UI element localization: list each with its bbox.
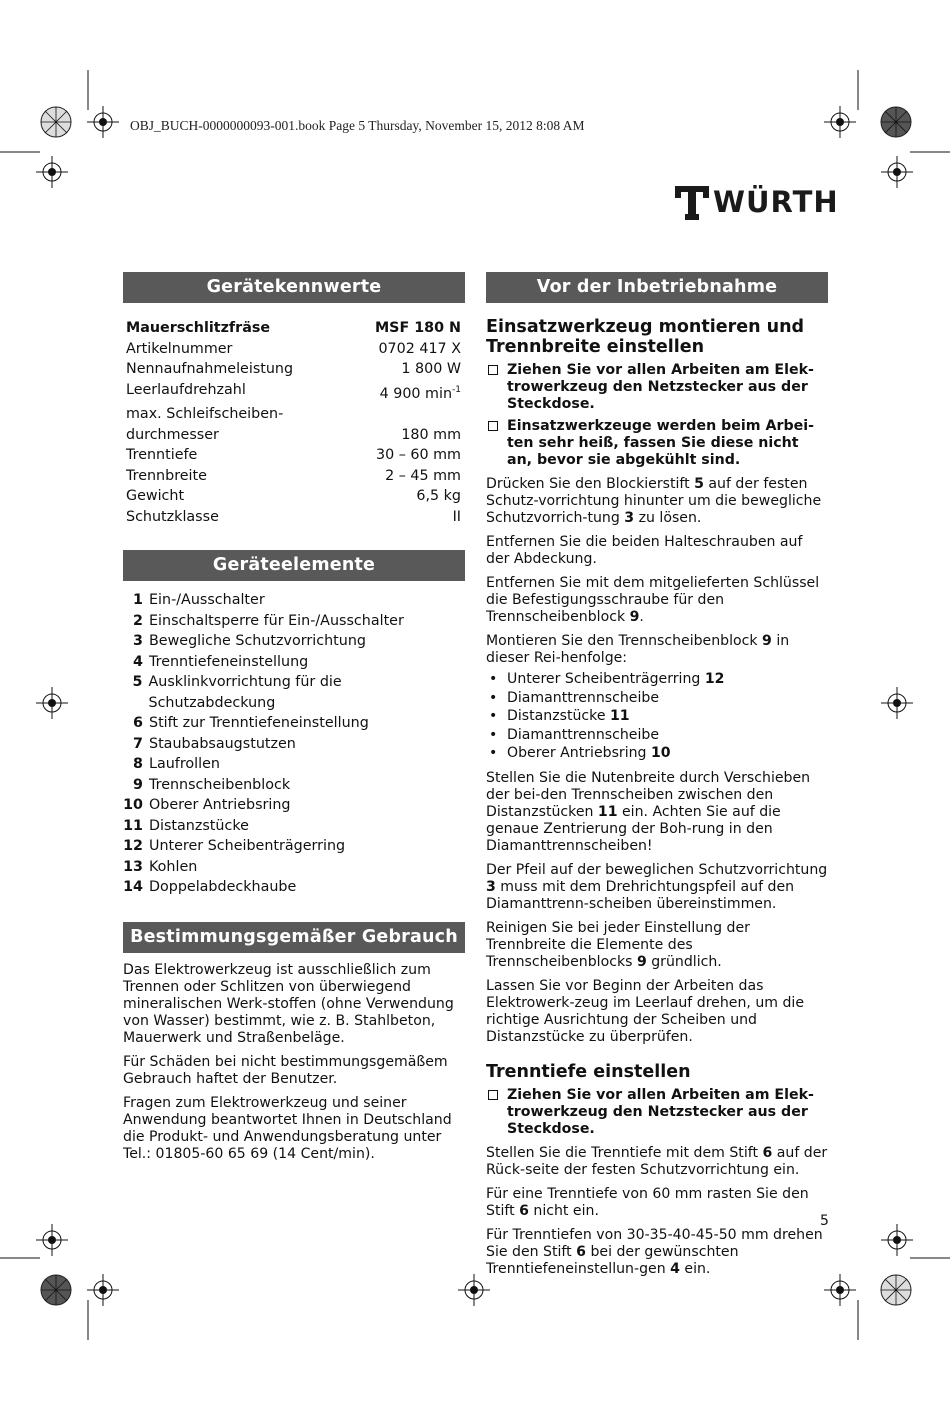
item-text: Unterer Scheibenträgerring: [149, 838, 346, 854]
paragraph: [486, 633, 828, 667]
item-text: Einschaltsperre für Ein-/Ausschalter: [149, 612, 404, 629]
ref-number: 5: [694, 476, 704, 492]
usage-paragraph: Für Schäden bei nicht bestimmungsgemäßem Gebrauch haftet der Benutzer.: [123, 1053, 448, 1087]
page-number: 5: [820, 1213, 829, 1229]
item-number: 7: [133, 735, 143, 752]
spec-label: Leerlaufdrehzahl: [126, 381, 246, 398]
spec-row: [123, 380, 465, 405]
item-text: [507, 670, 724, 689]
item-number: 9: [133, 776, 143, 793]
checkbox-icon: [488, 1090, 498, 1100]
warning: [486, 362, 828, 413]
text: .: [639, 609, 644, 625]
list-item: [123, 713, 465, 734]
text: Der Pfeil auf der beweglichen Schutzvorrichtung: [486, 861, 828, 878]
list-item: [486, 670, 828, 689]
usage-text: [123, 962, 465, 1163]
item-number: 1: [133, 592, 143, 608]
list-item: [486, 707, 828, 726]
list-item: [123, 611, 465, 632]
list-item: [123, 672, 465, 713]
text: nicht ein.: [528, 1202, 599, 1219]
warning: [486, 418, 828, 469]
item-text: [507, 707, 630, 726]
depth-heading: Trenntiefe einstellen: [486, 1061, 691, 1082]
spec-value: 1 800 W: [401, 361, 461, 377]
spec-row: [123, 486, 465, 507]
paragraph: [486, 476, 828, 527]
spec-table: [123, 318, 465, 527]
item-number: 5: [132, 674, 143, 690]
item-number: 6: [133, 715, 143, 731]
item-text: Kohlen: [149, 858, 198, 875]
list-item: [486, 744, 828, 763]
spec-row: [123, 359, 465, 380]
paragraph: [486, 770, 828, 855]
item-text: Staubabsaugstutzen: [149, 735, 296, 752]
list-item: [123, 877, 465, 898]
spec-value-text: 4 900 min: [379, 385, 453, 402]
spec-header-row: [123, 318, 465, 339]
ref-number: 3: [486, 878, 496, 895]
item-text: [507, 744, 671, 763]
left-column: [123, 272, 465, 1170]
ref-number: 9: [762, 633, 772, 649]
text: Drücken Sie den Blockierstift: [486, 476, 695, 492]
spec-label: Trenntiefe: [126, 447, 198, 463]
paragraph: [486, 862, 828, 913]
item-text: [507, 726, 659, 745]
specs-heading: Gerätekennwerte: [123, 272, 465, 303]
spec-value: [380, 380, 461, 405]
ref-number: 11: [609, 708, 630, 724]
spec-row: [123, 466, 465, 487]
spec-value-exponent: -1: [452, 384, 461, 395]
text: ein. Achten Sie auf die genaue Zentrierung der Boh-rung in den Diamanttrennscheiben!: [486, 803, 781, 854]
ref-number: 9: [636, 953, 647, 970]
text: Montieren Sie den Trennscheibenblock: [486, 633, 763, 649]
bullet: •: [489, 726, 498, 743]
text: auf der festen Schutz-vorrichtung hinunter um die bewegliche Schutzvorrich-tung: [486, 476, 822, 526]
paragraph: Entfernen Sie die beiden Halteschrauben auf der Abdeckung.: [486, 534, 803, 567]
item-number: 4: [133, 653, 143, 670]
item-text: Trenntiefeneinstellung: [149, 653, 309, 670]
mount-heading: Einsatzwerkzeug montieren und Trennbreite einstellen: [486, 317, 805, 357]
paragraph: Lassen Sie vor Beginn der Arbeiten das Elektrowerk-zeug im Leerlauf drehen, um die richtige Ausrichtung der Scheiben und Distanzstücke zu überprüfen.: [486, 977, 805, 1045]
text: Für eine Trenntiefe von 60 mm rasten Sie den Stift: [486, 1185, 809, 1219]
assembly-order-list: [486, 670, 828, 763]
paragraph: [486, 920, 828, 971]
ref-number: 6: [576, 1243, 586, 1260]
ref-number: 12: [704, 671, 725, 687]
text: Reinigen Sie bei jeder Einstellung der Trennbreite die Elemente des Trennscheibenblocks: [486, 919, 750, 970]
elements-heading: Geräteelemente: [123, 550, 465, 581]
warning-text: Einsatzwerkzeuge werden beim Arbei-ten sehr heiß, fassen Sie diese nicht an, bevor sie abgekühlt sind.: [507, 418, 814, 468]
ref-number: 3: [624, 510, 635, 526]
list-item: [123, 836, 465, 857]
text: muss mit dem Drehrichtungspfeil auf den Diamanttrenn-scheiben übereinstimmen.: [486, 878, 795, 912]
item-number: 10: [123, 797, 143, 813]
item-text: Ausklinkvorrichtung für die Schutzabdeckung: [148, 674, 342, 711]
text: auf der Rück-seite der festen Schutzvorrichtung ein.: [486, 1144, 828, 1178]
list-item: [123, 857, 465, 878]
bullet: •: [489, 708, 498, 724]
spec-value: 6,5 kg: [416, 488, 461, 504]
bullet: •: [489, 689, 498, 706]
list-item: [123, 631, 465, 652]
before-use-heading: Vor der Inbetriebnahme: [486, 272, 828, 303]
list-item: [486, 689, 828, 708]
text: gründlich.: [646, 953, 722, 970]
spec-value: 2 – 45 mm: [385, 467, 461, 484]
list-item: [123, 590, 465, 611]
warning-text: Ziehen Sie vor allen Arbeiten am Elek-trowerkzeug den Netzstecker aus der Steckdose.: [507, 362, 814, 412]
checkbox-icon: [488, 421, 498, 431]
paragraph: [486, 1227, 828, 1278]
spec-label: max. Schleifscheiben- durchmesser: [126, 406, 284, 443]
spec-label: Mauerschlitzfräse: [126, 320, 271, 336]
item-text: Bewegliche Schutzvorrichtung: [149, 633, 366, 649]
item-text: Oberer Antriebsring: [149, 797, 291, 813]
item-number: 2: [133, 612, 143, 629]
ref-number: 9: [629, 609, 640, 625]
paragraph: [486, 1186, 828, 1220]
text: Distanzstücke: [507, 708, 610, 724]
text: bei der gewünschten Trenntiefeneinstellun-gen: [486, 1243, 739, 1277]
list-item: [123, 652, 465, 673]
item-text: Stift zur Trenntiefeneinstellung: [149, 715, 369, 731]
text: Oberer Antriebsring: [507, 745, 651, 761]
item-text: Doppelabdeckhaube: [149, 879, 297, 895]
usage-heading: Bestimmungsgemäßer Gebrauch: [123, 922, 465, 953]
spec-row: [123, 339, 465, 360]
list-item: [123, 775, 465, 796]
right-column: [486, 272, 828, 1285]
ref-number: 4: [670, 1260, 680, 1277]
wuerth-logo: [675, 184, 839, 220]
spec-label: Gewicht: [126, 488, 185, 504]
spec-value: II: [452, 508, 461, 525]
text: zu lösen.: [634, 510, 702, 526]
item-number: 11: [123, 817, 143, 834]
spec-label: Schutzklasse: [126, 508, 219, 525]
warning-text: Ziehen Sie vor allen Arbeiten am Elek-trowerkzeug den Netzstecker aus der Steckdose.: [507, 1086, 814, 1137]
text: Stellen Sie die Trenntiefe mit dem Stift: [486, 1144, 763, 1161]
ref-number: 6: [762, 1144, 773, 1161]
bullet: •: [489, 671, 498, 687]
logo-text: WÜRTH: [713, 185, 839, 219]
list-item: [123, 754, 465, 775]
checkbox-icon: [488, 365, 498, 375]
spec-row: [123, 404, 465, 445]
list-item: [486, 726, 828, 745]
text: Diamanttrennscheibe: [507, 726, 660, 743]
item-text: Distanzstücke: [149, 817, 249, 834]
text: Für Trenntiefen von 30-35-40-45-50 mm drehen Sie den Stift: [486, 1226, 823, 1260]
text: in dieser Rei-henfolge:: [486, 633, 790, 666]
wuerth-logo-icon: [675, 184, 709, 220]
text: Stellen Sie die Nutenbreite durch Verschieben der bei-den Trennscheiben zwischen den Distanzstücken: [486, 769, 811, 820]
ref-number: 6: [519, 1202, 529, 1219]
list-item: [123, 816, 465, 837]
item-number: 14: [123, 879, 143, 895]
spec-label: Trennbreite: [126, 467, 207, 484]
item-text: Laufrollen: [149, 756, 220, 772]
list-item: [123, 734, 465, 755]
spec-label: Nennaufnahmeleistung: [126, 361, 294, 377]
elements-list: [123, 590, 465, 898]
ref-number: 11: [597, 803, 618, 820]
spec-value: 0702 417 X: [378, 340, 461, 357]
spec-row: [123, 507, 465, 528]
spec-value: 30 – 60 mm: [375, 447, 461, 463]
bullet: •: [489, 745, 498, 761]
item-number: 12: [123, 838, 143, 854]
text: ein.: [679, 1260, 711, 1277]
paragraph: [486, 1145, 828, 1179]
text: Diamanttrennscheibe: [507, 689, 660, 706]
ref-number: 10: [650, 745, 671, 761]
text: Entfernen Sie mit dem mitgelieferten Schlüssel die Befestigungsschraube für den Trennscheibenblock: [486, 575, 820, 625]
spec-value: MSF 180 N: [374, 320, 461, 336]
spec-label: Artikelnummer: [126, 340, 233, 357]
item-text: Trennscheibenblock: [149, 776, 291, 793]
item-text: Ein-/Ausschalter: [149, 592, 265, 608]
spec-row: [123, 445, 465, 466]
spec-value: 180 mm: [401, 426, 461, 443]
text: Unterer Scheibenträgerring: [507, 671, 705, 687]
paragraph: [486, 575, 828, 626]
item-number: 13: [123, 858, 143, 875]
book-header: OBJ_BUCH-0000000093-001.book Page 5 Thursday, November 15, 2012 8:08 AM: [130, 118, 585, 133]
usage-paragraph: Das Elektrowerkzeug ist ausschließlich zum Trennen oder Schlitzen von überwiegend mineralischen Werk-stoffen (ohne Verwendung von Wasser) bestimmt, wie z. B. Stahlbeton, Mauerwerk und Straßenbeläge.: [123, 961, 454, 1046]
usage-paragraph: Fragen zum Elektrowerkzeug und seiner Anwendung beantwortet Ihnen in Deutschland die Produkt- und Anwendungsberatung unter Tel.: 01805-60 65 69 (14 Cent/min).: [123, 1094, 452, 1162]
list-item: [123, 795, 465, 816]
item-number: 8: [133, 756, 143, 772]
item-text: [507, 689, 659, 708]
warning: [486, 1087, 828, 1138]
item-number: 3: [133, 633, 143, 649]
